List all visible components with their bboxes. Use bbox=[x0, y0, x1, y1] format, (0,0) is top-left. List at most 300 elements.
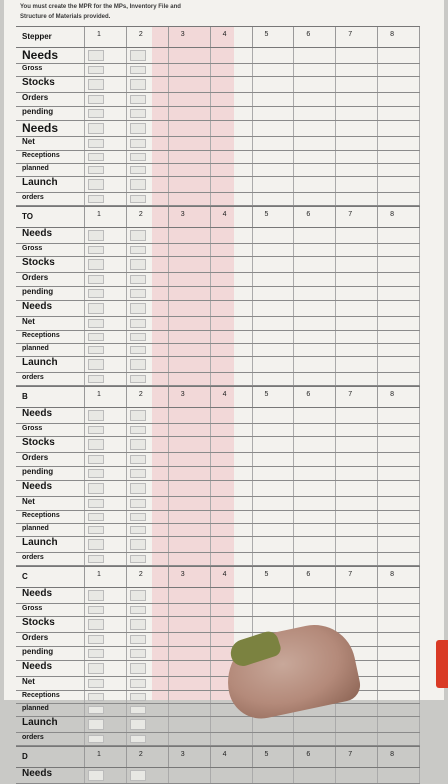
grid-cell[interactable] bbox=[293, 344, 335, 356]
grid-cell[interactable] bbox=[126, 93, 168, 106]
grid-cell[interactable] bbox=[377, 768, 420, 783]
grid-cell[interactable] bbox=[126, 373, 168, 385]
grid-cell[interactable] bbox=[210, 137, 252, 150]
grid-cell[interactable] bbox=[293, 497, 335, 510]
grid-cell[interactable] bbox=[168, 331, 210, 343]
grid-cell[interactable] bbox=[335, 524, 377, 536]
grid-cell[interactable] bbox=[335, 511, 377, 523]
grid-cell[interactable] bbox=[377, 733, 420, 745]
grid-cell[interactable] bbox=[377, 717, 420, 732]
grid-cell[interactable] bbox=[168, 617, 210, 632]
grid-cell[interactable] bbox=[84, 537, 126, 552]
grid-cell[interactable] bbox=[377, 497, 420, 510]
grid-cell[interactable] bbox=[168, 151, 210, 163]
grid-cell[interactable] bbox=[84, 301, 126, 316]
grid-cell[interactable] bbox=[210, 437, 252, 452]
grid-cell[interactable] bbox=[293, 453, 335, 466]
grid-cell[interactable] bbox=[168, 647, 210, 660]
grid-cell[interactable] bbox=[335, 301, 377, 316]
grid-cell[interactable] bbox=[252, 511, 294, 523]
grid-cell[interactable] bbox=[168, 691, 210, 703]
grid-cell[interactable] bbox=[252, 424, 294, 436]
grid-cell[interactable] bbox=[84, 633, 126, 646]
grid-cell[interactable] bbox=[126, 511, 168, 523]
grid-cell[interactable] bbox=[377, 373, 420, 385]
grid-cell[interactable] bbox=[168, 301, 210, 316]
grid-cell[interactable] bbox=[293, 93, 335, 106]
grid-cell[interactable] bbox=[126, 164, 168, 176]
grid-cell[interactable] bbox=[335, 717, 377, 732]
grid-cell[interactable] bbox=[293, 151, 335, 163]
grid-cell[interactable] bbox=[168, 373, 210, 385]
grid-cell[interactable] bbox=[84, 121, 126, 136]
grid-cell[interactable] bbox=[126, 467, 168, 480]
grid-cell[interactable] bbox=[84, 331, 126, 343]
grid-cell[interactable] bbox=[210, 553, 252, 565]
grid-cell[interactable] bbox=[168, 244, 210, 256]
grid-cell[interactable] bbox=[168, 717, 210, 732]
grid-cell[interactable] bbox=[84, 48, 126, 63]
grid-cell[interactable] bbox=[168, 453, 210, 466]
grid-cell[interactable] bbox=[293, 408, 335, 423]
grid-cell[interactable] bbox=[252, 228, 294, 243]
grid-cell[interactable] bbox=[210, 317, 252, 330]
grid-cell[interactable] bbox=[377, 588, 420, 603]
grid-cell[interactable] bbox=[126, 588, 168, 603]
grid-cell[interactable] bbox=[84, 661, 126, 676]
grid-cell[interactable] bbox=[335, 704, 377, 716]
grid-cell[interactable] bbox=[377, 453, 420, 466]
grid-cell[interactable] bbox=[335, 604, 377, 616]
grid-cell[interactable] bbox=[377, 524, 420, 536]
grid-cell[interactable] bbox=[84, 408, 126, 423]
grid-cell[interactable] bbox=[335, 331, 377, 343]
grid-cell[interactable] bbox=[377, 467, 420, 480]
grid-cell[interactable] bbox=[293, 733, 335, 745]
grid-cell[interactable] bbox=[168, 121, 210, 136]
grid-cell[interactable] bbox=[252, 273, 294, 286]
grid-cell[interactable] bbox=[210, 408, 252, 423]
grid-cell[interactable] bbox=[126, 497, 168, 510]
grid-cell[interactable] bbox=[335, 437, 377, 452]
grid-cell[interactable] bbox=[377, 553, 420, 565]
grid-cell[interactable] bbox=[84, 497, 126, 510]
grid-cell[interactable] bbox=[293, 301, 335, 316]
grid-cell[interactable] bbox=[210, 164, 252, 176]
grid-cell[interactable] bbox=[210, 497, 252, 510]
grid-cell[interactable] bbox=[377, 344, 420, 356]
grid-cell[interactable] bbox=[168, 553, 210, 565]
grid-cell[interactable] bbox=[293, 107, 335, 120]
grid-cell[interactable] bbox=[210, 257, 252, 272]
grid-cell[interactable] bbox=[293, 177, 335, 192]
grid-cell[interactable] bbox=[210, 193, 252, 205]
grid-cell[interactable] bbox=[377, 301, 420, 316]
grid-cell[interactable] bbox=[252, 107, 294, 120]
grid-cell[interactable] bbox=[126, 273, 168, 286]
grid-cell[interactable] bbox=[252, 244, 294, 256]
grid-cell[interactable] bbox=[252, 48, 294, 63]
grid-cell[interactable] bbox=[210, 244, 252, 256]
grid-cell[interactable] bbox=[210, 424, 252, 436]
grid-cell[interactable] bbox=[84, 467, 126, 480]
grid-cell[interactable] bbox=[252, 467, 294, 480]
grid-cell[interactable] bbox=[126, 408, 168, 423]
grid-cell[interactable] bbox=[84, 257, 126, 272]
grid-cell[interactable] bbox=[377, 164, 420, 176]
grid-cell[interactable] bbox=[168, 497, 210, 510]
grid-cell[interactable] bbox=[293, 193, 335, 205]
grid-cell[interactable] bbox=[293, 317, 335, 330]
grid-cell[interactable] bbox=[126, 228, 168, 243]
grid-cell[interactable] bbox=[84, 64, 126, 76]
grid-cell[interactable] bbox=[126, 717, 168, 732]
grid-cell[interactable] bbox=[335, 408, 377, 423]
grid-cell[interactable] bbox=[252, 64, 294, 76]
grid-cell[interactable] bbox=[377, 121, 420, 136]
grid-cell[interactable] bbox=[293, 121, 335, 136]
grid-cell[interactable] bbox=[84, 244, 126, 256]
grid-cell[interactable] bbox=[252, 588, 294, 603]
grid-cell[interactable] bbox=[252, 768, 294, 783]
grid-cell[interactable] bbox=[293, 537, 335, 552]
grid-cell[interactable] bbox=[210, 604, 252, 616]
grid-cell[interactable] bbox=[335, 287, 377, 300]
grid-cell[interactable] bbox=[293, 287, 335, 300]
grid-cell[interactable] bbox=[126, 64, 168, 76]
grid-cell[interactable] bbox=[293, 273, 335, 286]
grid-cell[interactable] bbox=[168, 93, 210, 106]
grid-cell[interactable] bbox=[252, 121, 294, 136]
grid-cell[interactable] bbox=[126, 77, 168, 92]
grid-cell[interactable] bbox=[252, 287, 294, 300]
grid-cell[interactable] bbox=[210, 273, 252, 286]
grid-cell[interactable] bbox=[84, 553, 126, 565]
grid-cell[interactable] bbox=[84, 357, 126, 372]
grid-cell[interactable] bbox=[210, 228, 252, 243]
grid-cell[interactable] bbox=[126, 301, 168, 316]
grid-cell[interactable] bbox=[335, 424, 377, 436]
grid-cell[interactable] bbox=[252, 717, 294, 732]
grid-cell[interactable] bbox=[252, 77, 294, 92]
grid-cell[interactable] bbox=[377, 317, 420, 330]
grid-cell[interactable] bbox=[84, 424, 126, 436]
grid-cell[interactable] bbox=[252, 137, 294, 150]
grid-cell[interactable] bbox=[126, 137, 168, 150]
grid-cell[interactable] bbox=[252, 257, 294, 272]
grid-cell[interactable] bbox=[210, 537, 252, 552]
grid-cell[interactable] bbox=[210, 373, 252, 385]
grid-cell[interactable] bbox=[126, 177, 168, 192]
grid-cell[interactable] bbox=[335, 617, 377, 632]
grid-cell[interactable] bbox=[293, 77, 335, 92]
grid-cell[interactable] bbox=[252, 344, 294, 356]
grid-cell[interactable] bbox=[126, 437, 168, 452]
grid-cell[interactable] bbox=[377, 424, 420, 436]
grid-cell[interactable] bbox=[335, 193, 377, 205]
grid-cell[interactable] bbox=[293, 331, 335, 343]
grid-cell[interactable] bbox=[210, 617, 252, 632]
grid-cell[interactable] bbox=[293, 588, 335, 603]
grid-cell[interactable] bbox=[335, 93, 377, 106]
grid-cell[interactable] bbox=[210, 467, 252, 480]
grid-cell[interactable] bbox=[377, 677, 420, 690]
grid-cell[interactable] bbox=[377, 244, 420, 256]
grid-cell[interactable] bbox=[335, 733, 377, 745]
grid-cell[interactable] bbox=[168, 287, 210, 300]
grid-cell[interactable] bbox=[168, 733, 210, 745]
grid-cell[interactable] bbox=[335, 588, 377, 603]
grid-cell[interactable] bbox=[84, 524, 126, 536]
grid-cell[interactable] bbox=[84, 228, 126, 243]
grid-cell[interactable] bbox=[335, 177, 377, 192]
grid-cell[interactable] bbox=[335, 48, 377, 63]
grid-cell[interactable] bbox=[252, 164, 294, 176]
grid-cell[interactable] bbox=[168, 467, 210, 480]
grid-cell[interactable] bbox=[84, 453, 126, 466]
grid-cell[interactable] bbox=[377, 511, 420, 523]
grid-cell[interactable] bbox=[335, 64, 377, 76]
grid-cell[interactable] bbox=[84, 137, 126, 150]
grid-cell[interactable] bbox=[168, 537, 210, 552]
grid-cell[interactable] bbox=[126, 768, 168, 783]
grid-cell[interactable] bbox=[293, 481, 335, 496]
grid-cell[interactable] bbox=[84, 677, 126, 690]
grid-cell[interactable] bbox=[168, 481, 210, 496]
grid-cell[interactable] bbox=[335, 273, 377, 286]
grid-cell[interactable] bbox=[126, 107, 168, 120]
grid-cell[interactable] bbox=[377, 617, 420, 632]
grid-cell[interactable] bbox=[126, 193, 168, 205]
grid-cell[interactable] bbox=[377, 437, 420, 452]
grid-cell[interactable] bbox=[210, 48, 252, 63]
grid-cell[interactable] bbox=[377, 481, 420, 496]
grid-cell[interactable] bbox=[126, 553, 168, 565]
grid-cell[interactable] bbox=[335, 77, 377, 92]
grid-cell[interactable] bbox=[377, 64, 420, 76]
grid-cell[interactable] bbox=[377, 537, 420, 552]
grid-cell[interactable] bbox=[210, 287, 252, 300]
grid-cell[interactable] bbox=[84, 77, 126, 92]
grid-cell[interactable] bbox=[252, 301, 294, 316]
grid-cell[interactable] bbox=[335, 481, 377, 496]
grid-cell[interactable] bbox=[252, 481, 294, 496]
grid-cell[interactable] bbox=[377, 647, 420, 660]
grid-cell[interactable] bbox=[252, 553, 294, 565]
grid-cell[interactable] bbox=[210, 733, 252, 745]
grid-cell[interactable] bbox=[377, 257, 420, 272]
grid-cell[interactable] bbox=[168, 344, 210, 356]
grid-cell[interactable] bbox=[84, 588, 126, 603]
grid-cell[interactable] bbox=[377, 193, 420, 205]
grid-cell[interactable] bbox=[168, 604, 210, 616]
grid-cell[interactable] bbox=[293, 164, 335, 176]
grid-cell[interactable] bbox=[252, 453, 294, 466]
grid-cell[interactable] bbox=[210, 301, 252, 316]
grid-cell[interactable] bbox=[293, 64, 335, 76]
grid-cell[interactable] bbox=[84, 768, 126, 783]
grid-cell[interactable] bbox=[84, 164, 126, 176]
grid-cell[interactable] bbox=[293, 553, 335, 565]
grid-cell[interactable] bbox=[252, 524, 294, 536]
grid-cell[interactable] bbox=[126, 121, 168, 136]
grid-cell[interactable] bbox=[335, 317, 377, 330]
grid-cell[interactable] bbox=[168, 177, 210, 192]
grid-cell[interactable] bbox=[335, 467, 377, 480]
grid-cell[interactable] bbox=[293, 511, 335, 523]
grid-cell[interactable] bbox=[210, 121, 252, 136]
grid-cell[interactable] bbox=[252, 317, 294, 330]
grid-cell[interactable] bbox=[377, 691, 420, 703]
grid-cell[interactable] bbox=[126, 244, 168, 256]
grid-cell[interactable] bbox=[126, 424, 168, 436]
grid-cell[interactable] bbox=[377, 287, 420, 300]
grid-cell[interactable] bbox=[377, 228, 420, 243]
grid-cell[interactable] bbox=[126, 151, 168, 163]
grid-cell[interactable] bbox=[210, 511, 252, 523]
grid-cell[interactable] bbox=[252, 537, 294, 552]
grid-cell[interactable] bbox=[84, 287, 126, 300]
grid-cell[interactable] bbox=[377, 137, 420, 150]
grid-cell[interactable] bbox=[252, 604, 294, 616]
grid-cell[interactable] bbox=[377, 331, 420, 343]
grid-cell[interactable] bbox=[126, 524, 168, 536]
grid-cell[interactable] bbox=[210, 77, 252, 92]
grid-cell[interactable] bbox=[252, 733, 294, 745]
grid-cell[interactable] bbox=[84, 733, 126, 745]
grid-cell[interactable] bbox=[335, 453, 377, 466]
grid-cell[interactable] bbox=[84, 273, 126, 286]
grid-cell[interactable] bbox=[210, 93, 252, 106]
grid-cell[interactable] bbox=[168, 661, 210, 676]
grid-cell[interactable] bbox=[126, 344, 168, 356]
grid-cell[interactable] bbox=[293, 137, 335, 150]
grid-cell[interactable] bbox=[168, 77, 210, 92]
grid-cell[interactable] bbox=[168, 524, 210, 536]
grid-cell[interactable] bbox=[84, 344, 126, 356]
grid-cell[interactable] bbox=[168, 228, 210, 243]
grid-cell[interactable] bbox=[84, 511, 126, 523]
grid-cell[interactable] bbox=[168, 768, 210, 783]
grid-cell[interactable] bbox=[293, 357, 335, 372]
grid-cell[interactable] bbox=[335, 373, 377, 385]
grid-cell[interactable] bbox=[126, 257, 168, 272]
grid-cell[interactable] bbox=[293, 48, 335, 63]
grid-cell[interactable] bbox=[293, 228, 335, 243]
grid-cell[interactable] bbox=[168, 633, 210, 646]
grid-cell[interactable] bbox=[210, 344, 252, 356]
grid-cell[interactable] bbox=[210, 588, 252, 603]
grid-cell[interactable] bbox=[335, 537, 377, 552]
grid-cell[interactable] bbox=[84, 691, 126, 703]
grid-cell[interactable] bbox=[168, 273, 210, 286]
grid-cell[interactable] bbox=[293, 244, 335, 256]
grid-cell[interactable] bbox=[168, 357, 210, 372]
grid-cell[interactable] bbox=[84, 617, 126, 632]
grid-cell[interactable] bbox=[168, 437, 210, 452]
grid-cell[interactable] bbox=[126, 677, 168, 690]
grid-cell[interactable] bbox=[377, 93, 420, 106]
grid-cell[interactable] bbox=[377, 604, 420, 616]
grid-cell[interactable] bbox=[377, 48, 420, 63]
grid-cell[interactable] bbox=[335, 257, 377, 272]
grid-cell[interactable] bbox=[377, 704, 420, 716]
grid-cell[interactable] bbox=[168, 107, 210, 120]
grid-cell[interactable] bbox=[335, 357, 377, 372]
grid-cell[interactable] bbox=[252, 497, 294, 510]
grid-cell[interactable] bbox=[335, 553, 377, 565]
grid-cell[interactable] bbox=[126, 617, 168, 632]
grid-cell[interactable] bbox=[335, 768, 377, 783]
grid-cell[interactable] bbox=[168, 64, 210, 76]
grid-cell[interactable] bbox=[126, 331, 168, 343]
grid-cell[interactable] bbox=[84, 107, 126, 120]
grid-cell[interactable] bbox=[84, 177, 126, 192]
grid-cell[interactable] bbox=[126, 733, 168, 745]
grid-cell[interactable] bbox=[210, 64, 252, 76]
grid-cell[interactable] bbox=[377, 273, 420, 286]
grid-cell[interactable] bbox=[210, 177, 252, 192]
grid-cell[interactable] bbox=[252, 331, 294, 343]
grid-cell[interactable] bbox=[377, 408, 420, 423]
grid-cell[interactable] bbox=[168, 408, 210, 423]
grid-cell[interactable] bbox=[126, 604, 168, 616]
grid-cell[interactable] bbox=[84, 604, 126, 616]
grid-cell[interactable] bbox=[377, 633, 420, 646]
grid-cell[interactable] bbox=[84, 704, 126, 716]
grid-cell[interactable] bbox=[293, 717, 335, 732]
grid-cell[interactable] bbox=[126, 357, 168, 372]
grid-cell[interactable] bbox=[252, 408, 294, 423]
grid-cell[interactable] bbox=[293, 424, 335, 436]
grid-cell[interactable] bbox=[293, 257, 335, 272]
grid-cell[interactable] bbox=[210, 481, 252, 496]
grid-cell[interactable] bbox=[293, 467, 335, 480]
grid-cell[interactable] bbox=[84, 481, 126, 496]
grid-cell[interactable] bbox=[126, 704, 168, 716]
grid-cell[interactable] bbox=[168, 193, 210, 205]
grid-cell[interactable] bbox=[126, 481, 168, 496]
grid-cell[interactable] bbox=[252, 373, 294, 385]
grid-cell[interactable] bbox=[168, 137, 210, 150]
grid-cell[interactable] bbox=[377, 107, 420, 120]
grid-cell[interactable] bbox=[335, 151, 377, 163]
grid-cell[interactable] bbox=[126, 287, 168, 300]
grid-cell[interactable] bbox=[293, 524, 335, 536]
grid-cell[interactable] bbox=[210, 151, 252, 163]
grid-cell[interactable] bbox=[126, 453, 168, 466]
grid-cell[interactable] bbox=[210, 107, 252, 120]
grid-cell[interactable] bbox=[84, 193, 126, 205]
grid-cell[interactable] bbox=[335, 121, 377, 136]
grid-cell[interactable] bbox=[377, 357, 420, 372]
grid-cell[interactable] bbox=[210, 768, 252, 783]
grid-cell[interactable] bbox=[168, 511, 210, 523]
grid-cell[interactable] bbox=[252, 177, 294, 192]
grid-cell[interactable] bbox=[210, 357, 252, 372]
grid-cell[interactable] bbox=[293, 604, 335, 616]
grid-cell[interactable] bbox=[168, 424, 210, 436]
grid-cell[interactable] bbox=[168, 704, 210, 716]
grid-cell[interactable] bbox=[252, 151, 294, 163]
grid-cell[interactable] bbox=[84, 151, 126, 163]
grid-cell[interactable] bbox=[84, 317, 126, 330]
grid-cell[interactable] bbox=[168, 257, 210, 272]
grid-cell[interactable] bbox=[377, 151, 420, 163]
grid-cell[interactable] bbox=[335, 164, 377, 176]
grid-cell[interactable] bbox=[84, 93, 126, 106]
grid-cell[interactable] bbox=[168, 48, 210, 63]
